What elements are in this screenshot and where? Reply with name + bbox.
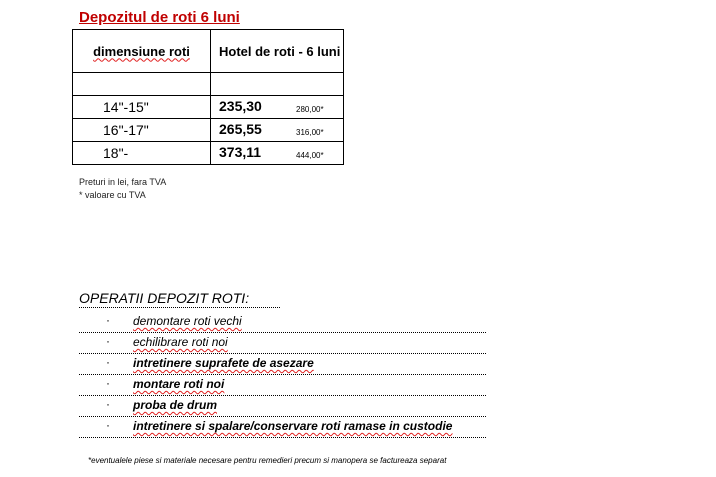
column-header-hotel: Hotel de roti - 6 luni — [211, 30, 344, 73]
price-vat-value: 280,00* — [296, 105, 324, 114]
vat-note: * valoare cu TVA — [79, 190, 146, 200]
table-row — [73, 96, 344, 119]
wheel-size-cell: 18"- — [73, 142, 211, 165]
operation-label: proba de drum — [133, 398, 218, 412]
operations-title-underline — [79, 307, 280, 308]
bullet-icon: · — [106, 313, 110, 327]
operation-label: echilibrare roti noi — [133, 335, 228, 349]
bullet-icon: · — [106, 355, 110, 369]
price-cell — [211, 142, 344, 165]
operation-label: demontare roti vechi — [133, 314, 242, 328]
operation-label: intretinere suprafete de asezare — [133, 356, 314, 370]
price-value: 373,11 — [219, 144, 262, 160]
list-item — [79, 416, 486, 438]
table-row — [73, 142, 344, 165]
bullet-icon: · — [106, 376, 110, 390]
operations-title: OPERATII DEPOZIT ROTI: — [79, 290, 250, 306]
table-header-row — [73, 30, 344, 73]
column-header-size: dimensiune roti — [73, 30, 211, 73]
list-item — [79, 395, 486, 417]
list-item — [79, 353, 486, 375]
price-value: 265,55 — [219, 121, 262, 137]
bullet-icon: · — [106, 334, 110, 348]
bullet-icon: · — [106, 418, 110, 432]
price-vat-value: 316,00* — [296, 128, 324, 137]
price-value: 235,30 — [219, 98, 262, 114]
wheel-size-cell: 14"-15" — [73, 96, 211, 119]
operation-label: montare roti noi — [133, 377, 225, 391]
price-cell — [211, 119, 344, 142]
wheel-size-cell: 16"-17" — [73, 119, 211, 142]
table-row — [73, 119, 344, 142]
price-cell — [211, 96, 344, 119]
list-item — [79, 374, 486, 396]
page-title: Depozitul de roti 6 luni — [79, 9, 240, 26]
list-item — [79, 311, 486, 333]
list-item — [79, 332, 486, 354]
operation-label: intretinere si spalare/conservare roti ramase in custodie — [133, 419, 453, 433]
bullet-icon: · — [106, 397, 110, 411]
price-table — [72, 29, 344, 165]
price-vat-value: 444,00* — [296, 151, 324, 160]
footnote: *eventualele piese si materiale necesare pentru remedieri precum si manopera se factureaza separat — [88, 456, 447, 465]
price-note: Preturi in lei, fara TVA — [79, 177, 167, 187]
table-blank-row — [73, 73, 344, 96]
